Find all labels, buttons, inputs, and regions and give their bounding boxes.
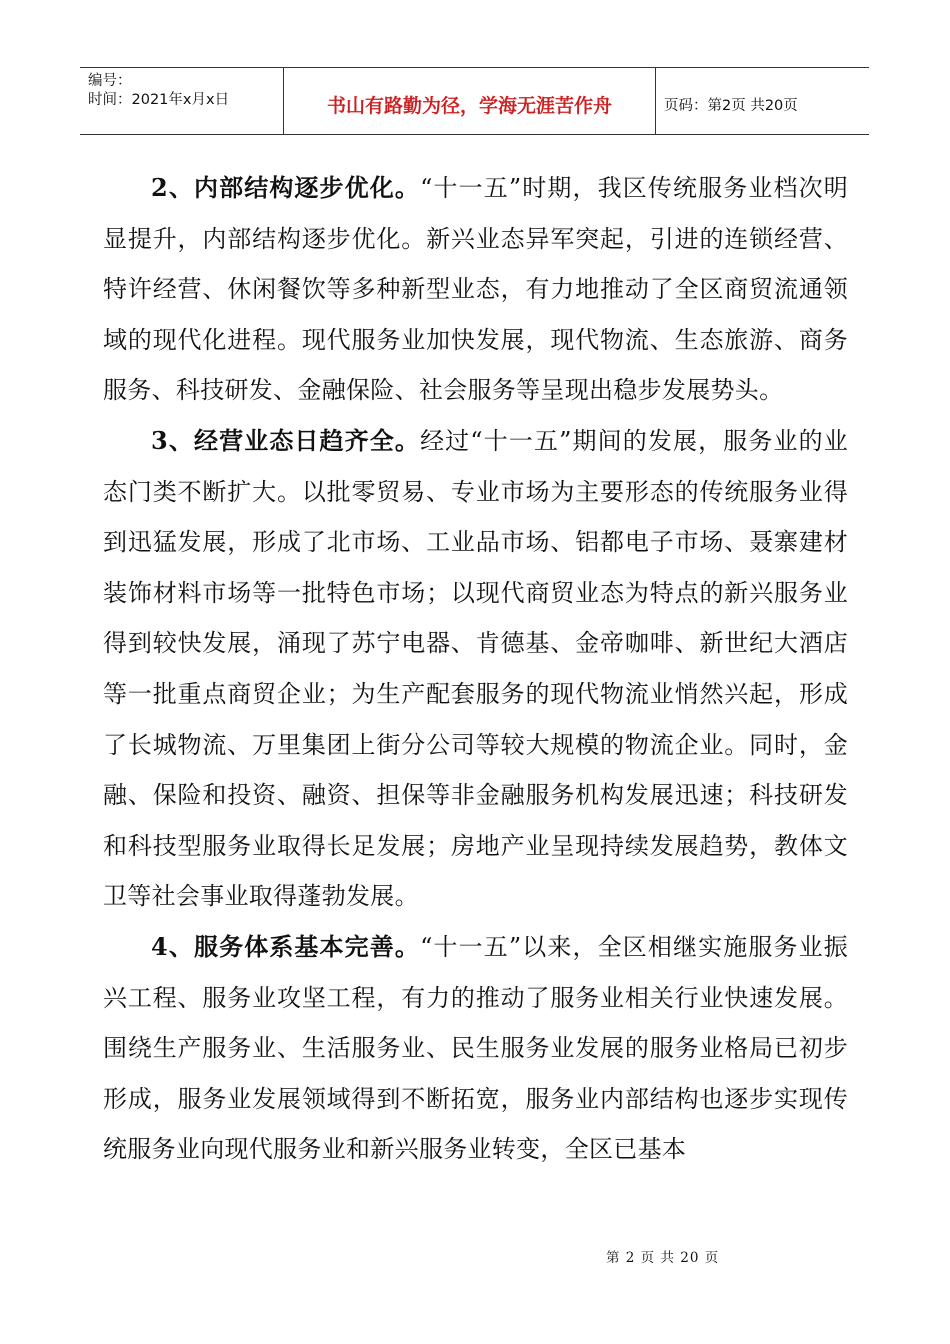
paragraph bbox=[103, 416, 848, 922]
header-motto-cell bbox=[284, 68, 656, 134]
header-page-cell bbox=[656, 68, 869, 134]
document-body bbox=[103, 163, 848, 1175]
page-info-text: 页码：第2页 共20页 bbox=[664, 97, 798, 114]
paragraph bbox=[103, 922, 848, 1175]
header-meta-cell bbox=[80, 68, 284, 134]
paragraph-heading: 2、内部结构逐步优化。 bbox=[151, 173, 421, 202]
date-label: 时间：2021年x月x日 bbox=[88, 92, 230, 108]
paragraph-text: “十一五”以来，全区相继实施服务业振兴工程、服务业攻坚工程，有力的推动了服务业相关行业快速发展。围绕生产服务业、生活服务业、民生服务业发展的服务业格局已初步形成，服务业发展领域得到不断拓宽，服务业内部结构也逐步实现传统服务业向现代服务业和新兴服务业转变，全区已基本 bbox=[103, 932, 848, 1164]
serial-number-label: 编号： bbox=[88, 73, 132, 89]
paragraph-heading: 3、经营业态日趋齐全。 bbox=[151, 425, 421, 455]
paragraph-text: 经过“十一五”期间的发展，服务业的业态门类不断扩大。以批零贸易、专业市场为主要形态的传统服务业得到迅猛发展，形成了北市场、工业品市场、铝都电子市场、聂寨建材装饰材料市场等一批特色市场；以现代商贸业态为特点的新兴服务业得到较快发展，涌现了苏宁电器、肯德基、金帝咖啡、新世纪大酒店等一批重点商贸企业；为生产配套服务的现代物流业悄然兴起，形成了长城物流、万里集团上街分公司等较大规模的物流企业。同时，金融、保险和投资、融资、担保等非金融服务机构发展迅速；科技研发和科技型服务业取得长足发展；房地产业呈现持续发展趋势，教体文卫等社会事业取得蓬勃发展。 bbox=[103, 426, 848, 911]
footer-page-number: 第 2 页 共 20 页 bbox=[606, 1250, 720, 1266]
paragraph bbox=[103, 163, 848, 416]
document-header bbox=[80, 67, 869, 135]
page-footer bbox=[0, 1246, 950, 1266]
motto-text: 书山有路勤为径，学海无涯苦作舟 bbox=[326, 94, 612, 117]
paragraph-heading: 4、服务体系基本完善。 bbox=[151, 931, 421, 961]
paragraph-text: “十一五”时期，我区传统服务业档次明显提升，内部结构逐步优化。新兴业态异军突起，引进的连锁经营、特许经营、休闲餐饮等多种新型业态，有力地推动了全区商贸流通领域的现代化进程。现代服务业加快发展，现代物流、生态旅游、商务服务、科技研发、金融保险、社会服务等呈现出稳步发展势头。 bbox=[103, 174, 848, 405]
